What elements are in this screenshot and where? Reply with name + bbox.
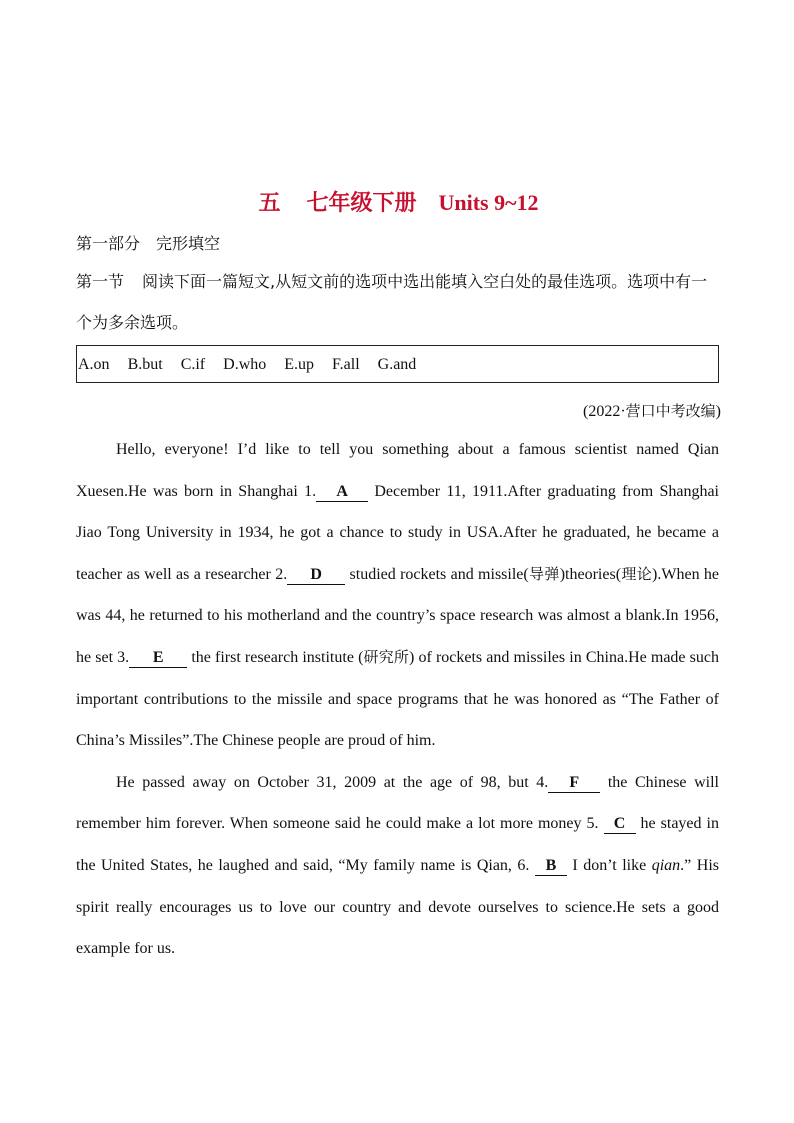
passage-text: He passed away on October 31, 2009 at the age of 98, but 4. [116,773,549,791]
passage-text: December 11, 1911.After graduating from Shanghai Jiao Tong University in 1934, he got a chance to study in USA.After he graduated, he became a teacher as well as a researcher 2. [76,482,720,583]
gloss-theory: 理论 [621,564,653,583]
options-box [76,345,719,383]
answer-blank-1: A [316,483,368,502]
passage-text: )theories( [559,565,622,583]
option-e: E.up [284,356,315,373]
passage-text: ).When he was 44, he returned to his motherland and the country’s space research was almost a blank.In 1956, he set 3. [76,565,719,666]
title-units: Units 9~12 [438,190,539,215]
option-b: B.but [127,356,163,373]
source-open: (2022· [583,403,626,420]
answer-blank-4: F [548,774,600,793]
passage-text: I don’t like [566,856,652,874]
option-g: G.and [377,356,417,373]
paragraph-1 [76,429,719,762]
gloss-missile: 导弹 [528,564,560,583]
section-instruction [76,261,721,343]
passage-text: the Chinese will remember him forever. When someone said he could make a lot more money 5. [76,773,720,833]
source-place: 营口中考改编 [625,402,716,420]
passage-text: ) of rockets and missiles in China.He made such important contributions to the missile and space programs that he was honored as “The Father of China’s Missiles”.The Chinese people are proud of him. [76,648,719,750]
answer-blank-2: D [287,566,345,585]
option-d: D.who [223,356,267,373]
italic-word: qian [651,856,681,874]
option-c: C.if [180,356,206,373]
paragraph-2 [76,762,719,970]
passage-text: studied rockets and missile( [345,565,529,583]
answer-blank-3: E [129,649,187,668]
page-title [76,186,721,217]
option-f: F.all [332,356,360,373]
title-grade: 七年级下册 [306,190,417,215]
passage-text: he stayed in the United States, he laughed and said, “My family name is Qian, 6. [76,815,719,874]
passage-text: the first research institute ( [187,648,364,666]
section-label: 第一节 [76,272,125,291]
option-a: A.on [78,356,110,373]
source-note [583,400,721,421]
part-label: 第一部分 完形填空 [76,234,221,253]
answer-blank-6: B [535,857,567,876]
cloze-passage [76,429,719,970]
answer-blank-5: C [604,815,636,834]
title-number: 五 [258,190,281,215]
source-close: ) [715,403,721,420]
gloss-institute: 研究所 [363,647,409,666]
section-instruction-text: 阅读下面一篇短文,从短文前的选项中选出能填入空白处的最佳选项。选项中有一个为多余选项。 [76,272,708,332]
passage-text: .” His spirit really encourages us to love our country and devote ourselves to science.He sets a good example for us. [76,856,719,958]
passage-text: Hello, everyone! I’d like to tell you something about a famous scientist named Qian Xuesen.He was born in Shanghai 1. [76,441,719,500]
